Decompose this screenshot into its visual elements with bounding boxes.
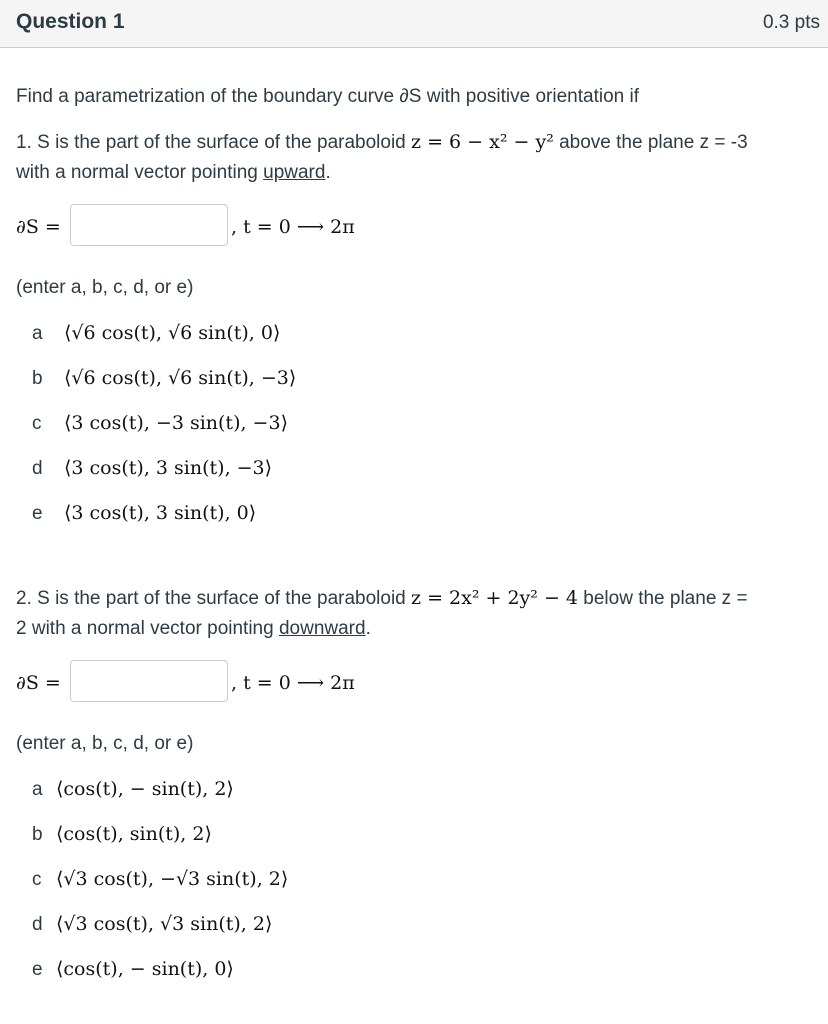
part2-answer-label: ∂S = [16, 672, 61, 694]
option-letter: e [32, 503, 43, 524]
option-letter: d [32, 914, 43, 935]
part1-statement-line2 [16, 162, 331, 184]
option-expression: ⟨3 cos(t), −3 sin(t), −3⟩ [64, 412, 288, 434]
option-expression: ⟨√6 cos(t), √6 sin(t), −3⟩ [64, 367, 297, 389]
part1-line1-prefix: 1. S is the part of the surface of the paraboloid [16, 132, 406, 153]
option-letter: e [32, 959, 43, 980]
option-expression: ⟨3 cos(t), 3 sin(t), 0⟩ [64, 502, 257, 524]
question-intro: Find a parametrization of the boundary curve ∂S with positive orientation if [16, 86, 639, 107]
part2-line2-end: . [365, 618, 371, 639]
option-letter: a [32, 323, 43, 344]
part2-statement-line1 [16, 587, 748, 610]
part2-instruction: (enter a, b, c, d, or e) [16, 733, 194, 754]
part1-range: , t = 0 ⟶ 2π [231, 216, 355, 238]
option-letter: d [32, 458, 43, 479]
part2-line2-prefix: 2 with a normal vector pointing [16, 618, 274, 639]
part1-line2-prefix: with a normal vector pointing [16, 162, 258, 183]
part2-option-a [32, 778, 234, 801]
option-letter: b [32, 368, 43, 389]
part2-answer-input[interactable] [70, 660, 228, 702]
part1-direction: upward [263, 162, 326, 183]
part1-line2-end: . [325, 162, 331, 183]
part1-option-e [32, 502, 256, 525]
option-expression: ⟨√6 cos(t), √6 sin(t), 0⟩ [64, 322, 281, 344]
part2-direction: downward [278, 618, 366, 639]
part2-option-c [32, 868, 288, 891]
option-letter: a [32, 779, 43, 800]
question-title: Question 1 [16, 10, 125, 33]
option-expression: ⟨cos(t), − sin(t), 2⟩ [56, 778, 234, 800]
part2-equation: z = 2x² + 2y² − 4 [411, 587, 578, 609]
question-points: 0.3 pts [762, 12, 820, 33]
part1-answer-label: ∂S = [16, 216, 61, 238]
part2-option-b [32, 823, 212, 846]
option-letter: c [32, 869, 42, 890]
part2-option-e [32, 958, 234, 981]
question-header [0, 0, 828, 48]
option-expression: ⟨cos(t), sin(t), 2⟩ [56, 823, 212, 845]
part1-statement-line1 [16, 131, 748, 154]
part1-option-a [32, 322, 280, 345]
part1-option-b [32, 367, 296, 390]
part1-line1-suffix: above the plane z = -3 [559, 132, 748, 153]
option-expression: ⟨√3 cos(t), −√3 sin(t), 2⟩ [56, 868, 289, 890]
part1-option-d [32, 457, 272, 480]
option-expression: ⟨3 cos(t), 3 sin(t), −3⟩ [64, 457, 273, 479]
option-expression: ⟨cos(t), − sin(t), 0⟩ [56, 958, 234, 980]
part2-statement-line2 [16, 618, 371, 640]
part1-option-c [32, 412, 288, 435]
part2-line1-suffix: below the plane z = [583, 588, 748, 609]
part1-equation: z = 6 − x² − y² [411, 131, 554, 153]
part2-line1-prefix: 2. S is the part of the surface of the paraboloid [16, 588, 406, 609]
part2-range: , t = 0 ⟶ 2π [231, 672, 355, 694]
option-expression: ⟨√3 cos(t), √3 sin(t), 2⟩ [56, 913, 273, 935]
option-letter: b [32, 824, 43, 845]
option-letter: c [32, 413, 42, 434]
part2-option-d [32, 913, 272, 936]
part1-answer-input[interactable] [70, 204, 228, 246]
part1-instruction: (enter a, b, c, d, or e) [16, 277, 194, 298]
